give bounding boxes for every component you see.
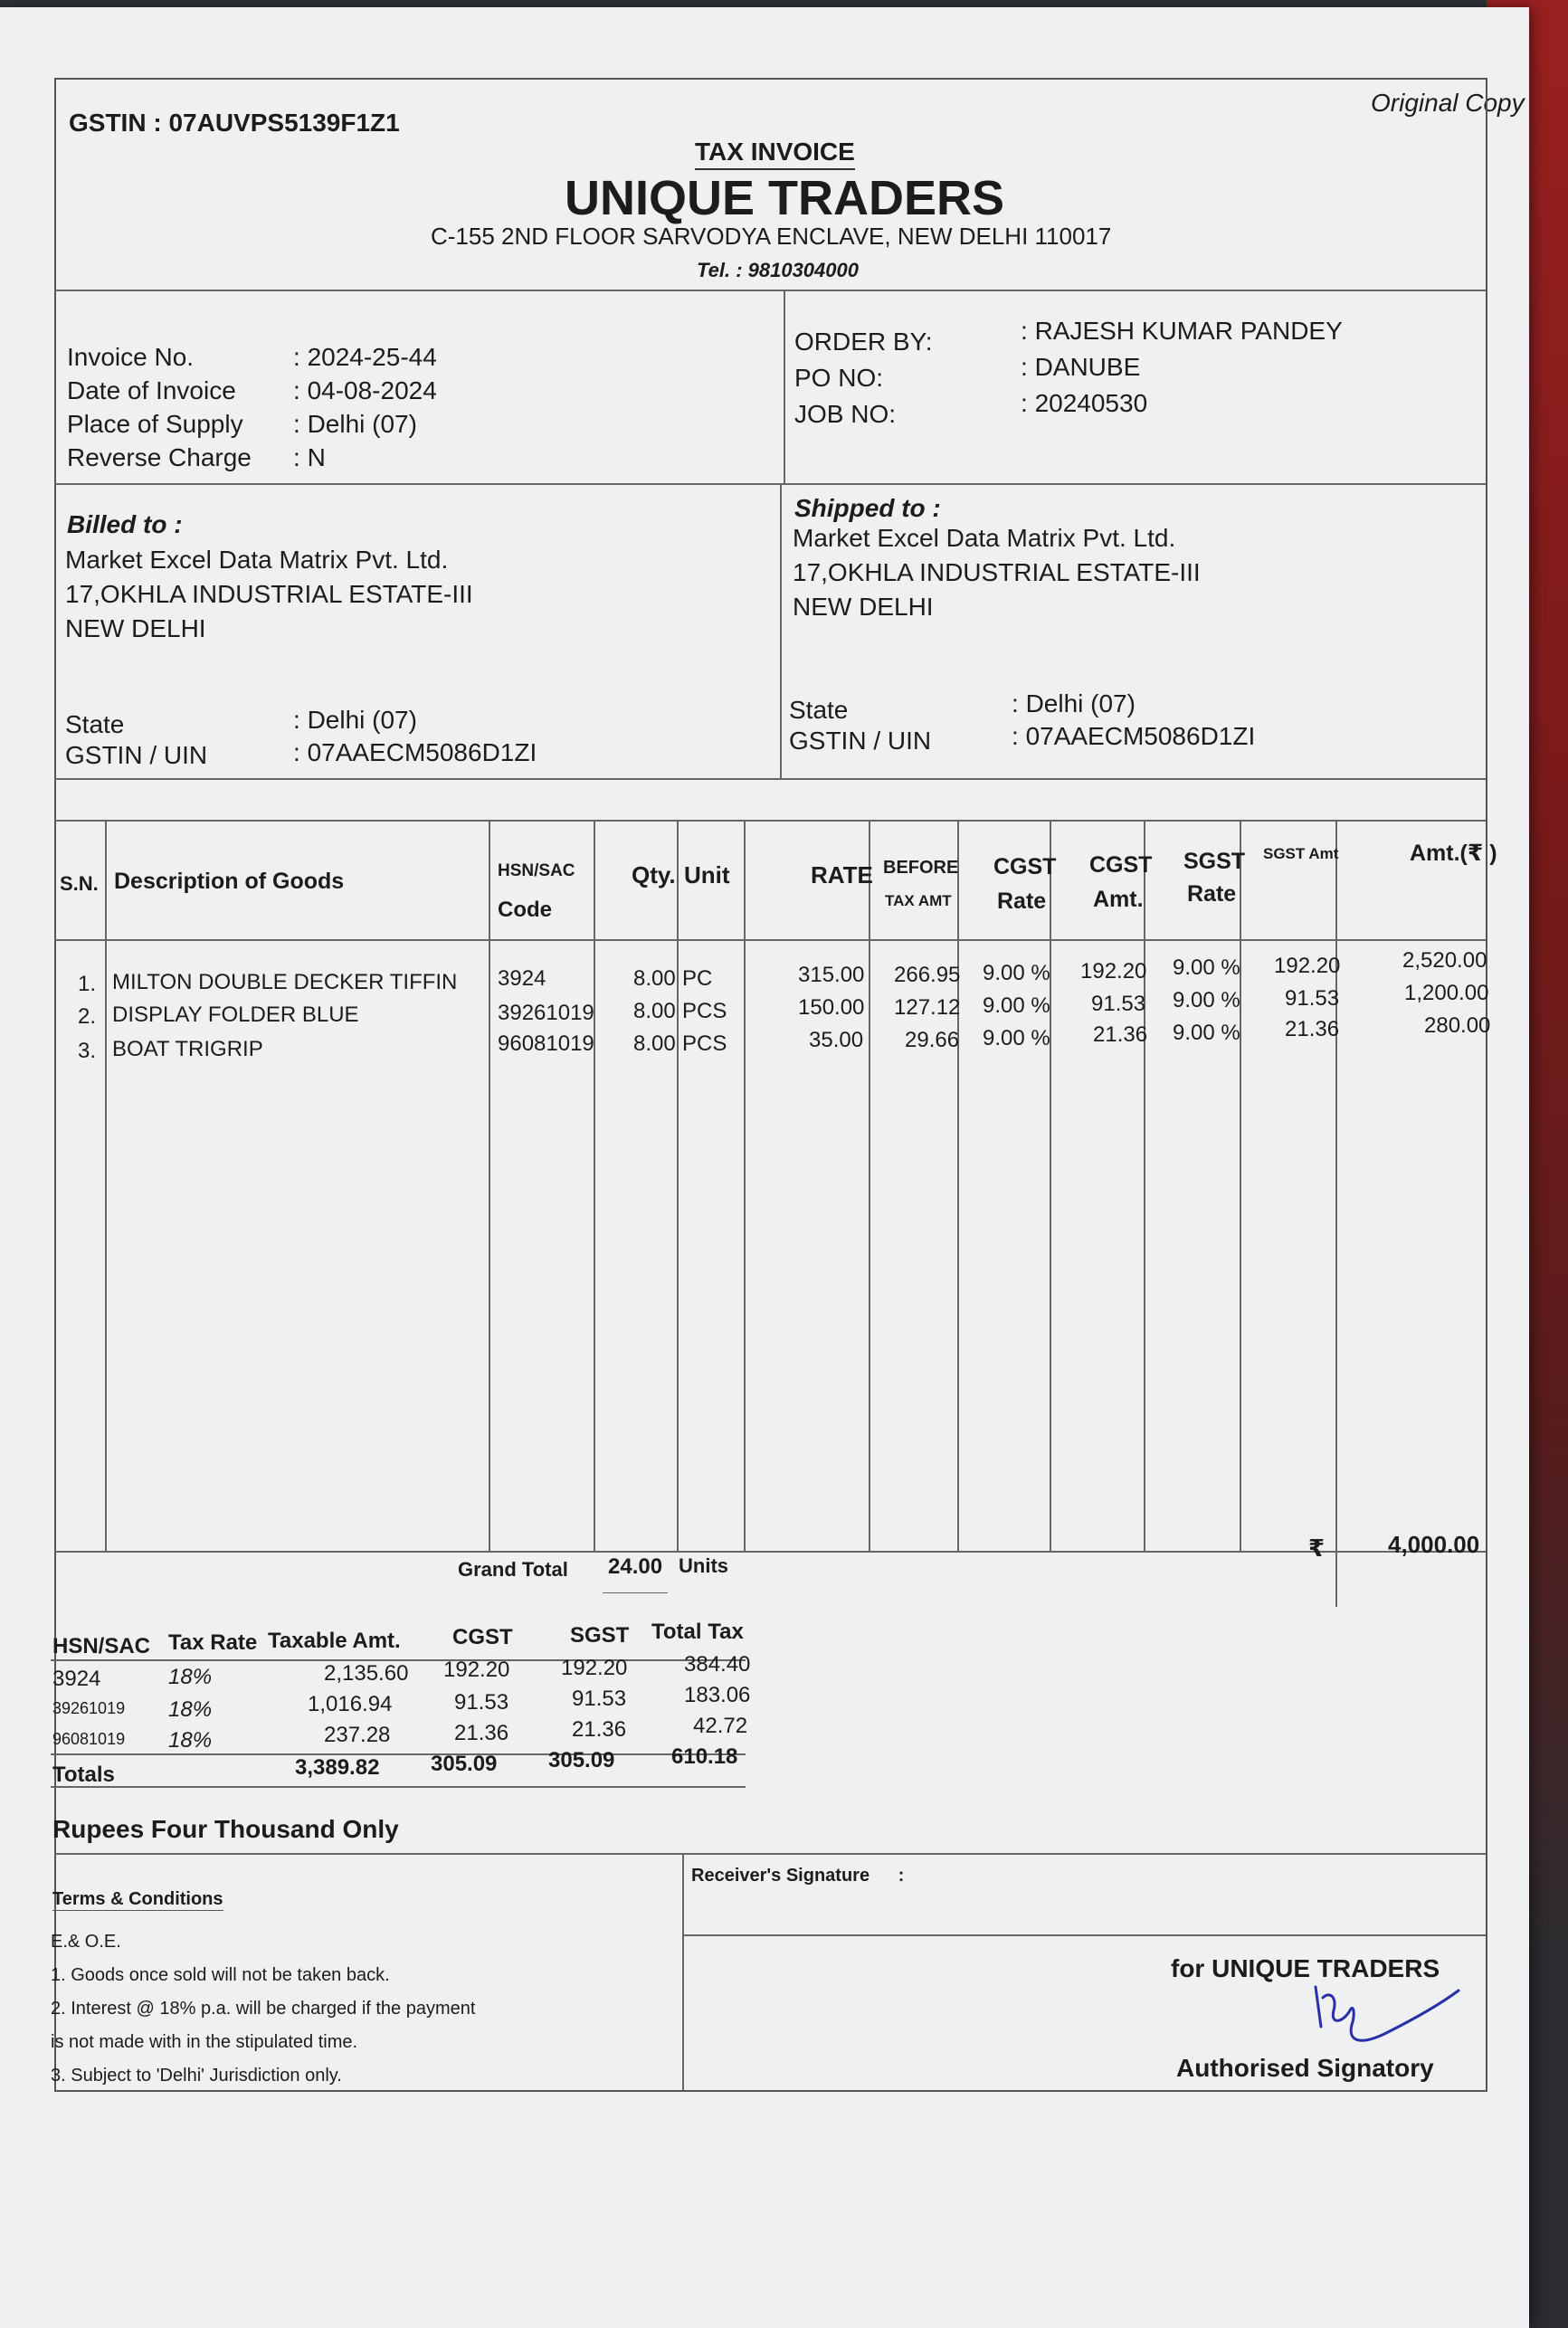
divider bbox=[682, 1934, 1486, 1936]
authorised-signatory-label: Authorised Signatory bbox=[1176, 2054, 1434, 2082]
shipped-to-heading: Shipped to : bbox=[794, 494, 941, 522]
company-address: C-155 2ND FLOOR SARVODYA ENCLAVE, NEW DELHI 110017 bbox=[431, 223, 1112, 250]
tax-totals-cgst: 305.09 bbox=[431, 1752, 498, 1776]
billed-state-value: Delhi (07) bbox=[307, 706, 417, 734]
row-sgst-amt: 91.53 bbox=[1285, 986, 1340, 1011]
th-sgst-rate-2: Rate bbox=[1187, 881, 1237, 907]
tax-row-cgst: 91.53 bbox=[454, 1690, 509, 1715]
divider bbox=[784, 290, 785, 483]
tax-row-hsn: 3924 bbox=[52, 1667, 101, 1691]
tax-row-total: 183.06 bbox=[684, 1683, 751, 1707]
shipped-gstin-value: 07AAECM5086D1ZI bbox=[1025, 722, 1256, 750]
divider bbox=[780, 483, 782, 778]
row-qty: 8.00 bbox=[633, 999, 676, 1023]
th-cgst-amt-2: Amt. bbox=[1093, 887, 1144, 912]
divider bbox=[54, 778, 1486, 780]
grand-total-box-divider bbox=[1335, 1551, 1337, 1607]
job-no-value: 20240530 bbox=[1034, 389, 1148, 417]
row-sn: 2. bbox=[78, 1004, 97, 1029]
place-of-supply-value: Delhi (07) bbox=[307, 410, 417, 438]
job-no-label: JOB NO: bbox=[794, 400, 897, 428]
row-cgst-amt: 21.36 bbox=[1093, 1022, 1148, 1047]
divider bbox=[54, 290, 1486, 291]
shipped-gstin-label: GSTIN / UIN bbox=[789, 727, 932, 755]
row-sgst-rate: 9.00 % bbox=[1173, 1021, 1240, 1045]
company-name: UNIQUE TRADERS bbox=[565, 171, 1005, 225]
signature-scribble bbox=[1303, 1971, 1466, 2070]
tax-row-hsn: 39261019 bbox=[52, 1699, 126, 1717]
row-before: 29.66 bbox=[905, 1028, 960, 1052]
tax-row-sgst: 21.36 bbox=[572, 1717, 627, 1742]
th-before: BEFORE bbox=[883, 858, 959, 878]
col-divider bbox=[489, 820, 490, 1551]
po-no-value: DANUBE bbox=[1034, 353, 1141, 381]
shipped-state-label: State bbox=[789, 696, 849, 724]
order-info-labels bbox=[794, 324, 932, 432]
company-tel: Tel. : 9810304000 bbox=[697, 259, 859, 281]
tax-row-rate: 18% bbox=[168, 1728, 213, 1753]
billed-to-name: Market Excel Data Matrix Pvt. Ltd. bbox=[65, 546, 449, 574]
table-bottom-rule bbox=[54, 1551, 1486, 1553]
shipped-to-line2: NEW DELHI bbox=[793, 593, 934, 621]
row-cgst-amt: 192.20 bbox=[1080, 959, 1147, 983]
row-rate: 150.00 bbox=[798, 995, 865, 1020]
invoice-info-labels bbox=[67, 340, 252, 474]
row-unit: PC bbox=[682, 966, 713, 991]
tax-th-hsn: HSN/SAC bbox=[52, 1634, 151, 1658]
tax-row-taxable: 2,135.60 bbox=[324, 1661, 409, 1686]
doc-title: TAX INVOICE bbox=[695, 138, 855, 170]
order-info-values: : RAJESH KUMAR PANDEY : DANUBE : 20240530 bbox=[1021, 317, 1343, 417]
col-divider bbox=[1335, 820, 1337, 1551]
row-qty: 8.00 bbox=[633, 966, 676, 991]
tax-row-total: 384.40 bbox=[684, 1652, 751, 1677]
col-divider bbox=[957, 820, 959, 1551]
divider bbox=[54, 483, 1486, 485]
th-sn: S.N. bbox=[60, 872, 99, 895]
th-cgst-rate-2: Rate bbox=[997, 888, 1047, 914]
order-by-label: ORDER BY: bbox=[794, 328, 933, 356]
col-divider bbox=[105, 820, 107, 1551]
tax-row-cgst: 21.36 bbox=[454, 1721, 509, 1745]
currency-symbol: ₹ bbox=[1308, 1535, 1326, 1562]
row-desc: MILTON DOUBLE DECKER TIFFIN bbox=[112, 970, 458, 994]
row-amount: 2,520.00 bbox=[1402, 948, 1487, 973]
tax-totals-rule bbox=[51, 1753, 746, 1755]
gstin-value: 07AUVPS5139F1Z1 bbox=[168, 109, 400, 137]
row-rate: 35.00 bbox=[809, 1028, 864, 1052]
tax-totals-total: 610.18 bbox=[671, 1744, 738, 1769]
th-sgst-amt: SGST Amt bbox=[1263, 845, 1339, 862]
terms-line3: is not made with in the stipulated time. bbox=[51, 2032, 358, 2052]
divider bbox=[682, 1853, 684, 2090]
th-tax-amt: TAX AMT bbox=[885, 892, 952, 909]
grand-total-qty: 24.00 bbox=[608, 1554, 663, 1579]
row-amount: 1,200.00 bbox=[1404, 981, 1489, 1005]
underline bbox=[603, 1592, 668, 1593]
tax-row-rate: 18% bbox=[168, 1665, 213, 1689]
th-cgst-amt: CGST bbox=[1089, 852, 1153, 878]
tax-th-rate: Tax Rate bbox=[168, 1630, 258, 1655]
shipped-to-line1: 17,OKHLA INDUSTRIAL ESTATE-III bbox=[793, 558, 1201, 586]
th-cgst-rate: CGST bbox=[993, 854, 1057, 879]
invoice-no-label: Invoice No. bbox=[67, 343, 195, 371]
th-hsn: HSN/SAC bbox=[498, 861, 575, 880]
billed-to-line2: NEW DELHI bbox=[65, 614, 206, 642]
amount-in-words: Rupees Four Thousand Only bbox=[52, 1815, 399, 1843]
th-sgst-rate: SGST bbox=[1183, 849, 1246, 874]
col-divider bbox=[1144, 820, 1145, 1551]
invoice-date-label: Date of Invoice bbox=[67, 376, 236, 404]
row-sgst-amt: 21.36 bbox=[1285, 1017, 1340, 1041]
billed-to-heading: Billed to : bbox=[67, 510, 183, 538]
row-sgst-rate: 9.00 % bbox=[1173, 955, 1240, 980]
tax-totals-taxable: 3,389.82 bbox=[295, 1755, 380, 1780]
col-divider bbox=[1050, 820, 1051, 1551]
tax-row-rate: 18% bbox=[168, 1697, 213, 1722]
order-by-value: RAJESH KUMAR PANDEY bbox=[1034, 317, 1343, 345]
tax-row-total: 42.72 bbox=[693, 1714, 748, 1738]
shipped-to-state-labels bbox=[789, 695, 931, 756]
row-cgst-rate: 9.00 % bbox=[983, 961, 1050, 985]
shipped-to-name: Market Excel Data Matrix Pvt. Ltd. bbox=[793, 524, 1176, 552]
tax-row-sgst: 192.20 bbox=[561, 1656, 628, 1680]
row-desc: BOAT TRIGRIP bbox=[112, 1037, 263, 1061]
row-sn: 1. bbox=[78, 972, 97, 996]
shipped-state-value: Delhi (07) bbox=[1025, 689, 1136, 717]
row-hsn: 96081019 bbox=[498, 1031, 594, 1056]
grand-total-amount: 4,000.00 bbox=[1388, 1531, 1480, 1558]
th-qty: Qty. bbox=[632, 861, 676, 888]
th-hsn-code: Code bbox=[498, 898, 552, 922]
row-cgst-rate: 9.00 % bbox=[983, 1026, 1050, 1050]
shipped-to-state-values: : Delhi (07) : 07AAECM5086D1ZI bbox=[1012, 689, 1256, 750]
row-hsn: 39261019 bbox=[498, 1001, 594, 1025]
tax-th-cgst: CGST bbox=[452, 1625, 513, 1649]
po-no-label: PO NO: bbox=[794, 364, 884, 392]
invoice-paper bbox=[0, 7, 1529, 2328]
tax-row-sgst: 91.53 bbox=[572, 1687, 627, 1711]
tax-th-taxable: Taxable Amt. bbox=[268, 1629, 401, 1653]
row-sn: 3. bbox=[78, 1039, 97, 1063]
invoice-date-value: 04-08-2024 bbox=[307, 376, 437, 404]
tax-row-hsn: 96081019 bbox=[52, 1730, 126, 1748]
copy-label: Original Copy bbox=[1371, 89, 1525, 117]
col-divider bbox=[677, 820, 679, 1551]
invoice-info-values: : 2024-25-44 : 04-08-2024 : Delhi (07) : N bbox=[293, 343, 437, 471]
billed-to-address bbox=[65, 543, 473, 646]
row-before: 127.12 bbox=[894, 995, 961, 1020]
row-sgst-rate: 9.00 % bbox=[1173, 988, 1240, 1012]
table-header-rule bbox=[54, 939, 1486, 941]
row-sgst-amt: 192.20 bbox=[1274, 954, 1341, 978]
tax-row-cgst: 192.20 bbox=[443, 1658, 510, 1682]
th-rate: RATE bbox=[811, 861, 873, 888]
col-divider bbox=[1240, 820, 1241, 1551]
row-amount: 280.00 bbox=[1424, 1013, 1491, 1038]
tax-row-taxable: 1,016.94 bbox=[308, 1692, 393, 1716]
col-divider bbox=[594, 820, 595, 1551]
shipped-to-address bbox=[793, 521, 1201, 624]
receiver-signature-colon: : bbox=[898, 1866, 905, 1886]
row-unit: PCS bbox=[682, 1031, 727, 1056]
receiver-signature-label bbox=[691, 1866, 904, 1886]
row-qty: 8.00 bbox=[633, 1031, 676, 1056]
terms-heading: Terms & Conditions bbox=[52, 1889, 223, 1909]
gstin-label: GSTIN bbox=[69, 109, 147, 137]
tax-totals-sgst: 305.09 bbox=[548, 1748, 615, 1772]
th-description: Description of Goods bbox=[114, 869, 345, 894]
tax-row-taxable: 237.28 bbox=[324, 1723, 391, 1747]
reverse-charge-label: Reverse Charge bbox=[67, 443, 252, 471]
receiver-signature-text: Receiver's Signature bbox=[691, 1866, 870, 1886]
for-company-label: for UNIQUE TRADERS bbox=[1171, 1954, 1440, 1982]
grand-total-units: Units bbox=[679, 1554, 728, 1577]
terms-text bbox=[51, 1925, 475, 2093]
th-unit: Unit bbox=[684, 861, 730, 888]
terms-line2: 2. Interest @ 18% p.a. will be charged if the payment bbox=[51, 1999, 476, 2019]
col-divider bbox=[744, 820, 746, 1551]
tax-totals-label: Totals bbox=[52, 1763, 115, 1787]
row-cgst-rate: 9.00 % bbox=[983, 993, 1050, 1018]
row-before: 266.95 bbox=[894, 963, 961, 987]
place-of-supply-label: Place of Supply bbox=[67, 410, 243, 438]
row-rate: 315.00 bbox=[798, 963, 865, 987]
billed-gstin-value: 07AAECM5086D1ZI bbox=[307, 738, 537, 766]
terms-line4: 3. Subject to 'Delhi' Jurisdiction only. bbox=[51, 2066, 342, 2086]
tax-th-total: Total Tax bbox=[651, 1620, 744, 1644]
tax-th-sgst: SGST bbox=[570, 1623, 630, 1648]
row-cgst-amt: 91.53 bbox=[1091, 992, 1146, 1016]
divider bbox=[54, 1853, 1486, 1855]
billed-to-line1: 17,OKHLA INDUSTRIAL ESTATE-III bbox=[65, 580, 473, 608]
grand-total-label: Grand Total bbox=[458, 1558, 568, 1581]
billed-gstin-label: GSTIN / UIN bbox=[65, 741, 208, 769]
row-hsn: 3924 bbox=[498, 966, 546, 991]
tax-totals-bottom-rule bbox=[51, 1786, 746, 1788]
billed-state-label: State bbox=[65, 710, 125, 738]
table-top-rule bbox=[54, 820, 1486, 822]
invoice-no-value: 2024-25-44 bbox=[307, 343, 437, 371]
row-unit: PCS bbox=[682, 999, 727, 1023]
terms-eoe: E.& O.E. bbox=[51, 1932, 121, 1952]
th-amount: Amt.(₹ ) bbox=[1410, 841, 1497, 866]
terms-line1: 1. Goods once sold will not be taken back. bbox=[51, 1965, 390, 1985]
billed-to-state-labels bbox=[65, 709, 207, 771]
row-desc: DISPLAY FOLDER BLUE bbox=[112, 1002, 359, 1027]
billed-to-state-values: : Delhi (07) : 07AAECM5086D1ZI bbox=[293, 706, 537, 766]
gstin-line: GSTIN : 07AUVPS5139F1Z1 bbox=[69, 109, 400, 137]
col-divider bbox=[869, 820, 870, 1551]
reverse-charge-value: N bbox=[307, 443, 326, 471]
